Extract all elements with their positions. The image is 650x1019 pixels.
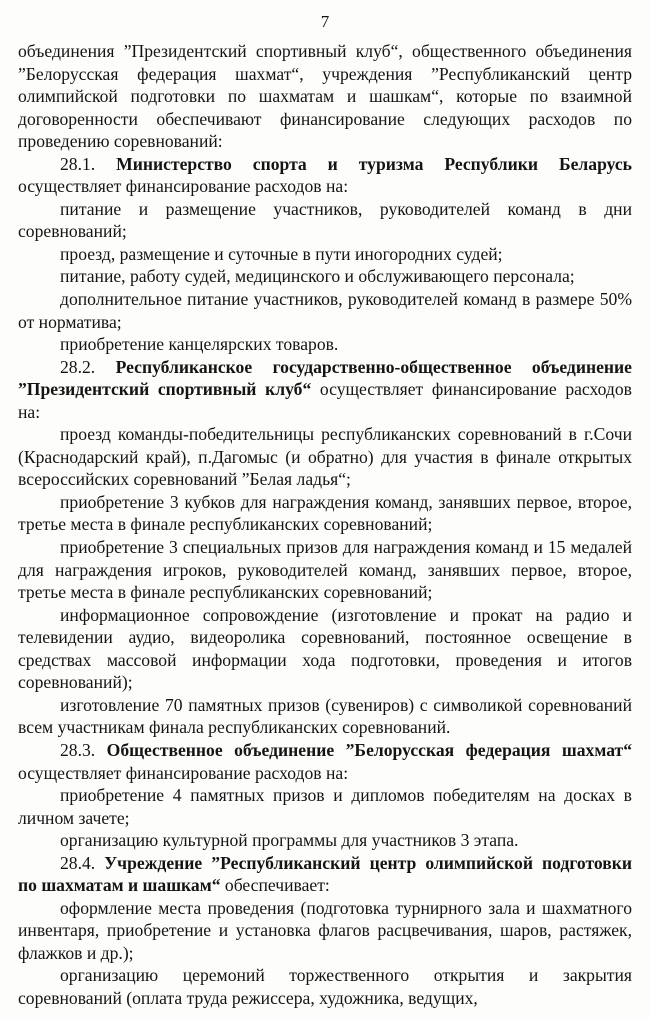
bold-text-run: Министерство спорта и туризма Республики Беларусь bbox=[116, 153, 632, 174]
text-run: приобретение канцелярских товаров. bbox=[60, 334, 339, 355]
text-run: приобретение 3 кубков для награждения команд, занявших первое, второе, третье места в финале республиканских соревнований; bbox=[18, 491, 632, 535]
text-run: осуществляет финансирование расходов на: bbox=[18, 176, 349, 197]
paragraph bbox=[18, 694, 632, 739]
paragraph bbox=[18, 333, 632, 356]
paragraph bbox=[18, 198, 632, 243]
text-run: питание, работу судей, медицинского и обслуживающего персонала; bbox=[60, 266, 575, 287]
text-run: осуществляет финансирование расходов на: bbox=[18, 762, 349, 783]
text-run: 28.2. bbox=[60, 356, 116, 377]
text-run: организацию культурной программы для участников 3 этапа. bbox=[60, 830, 519, 851]
paragraph bbox=[18, 897, 632, 965]
text-run: приобретение 4 памятных призов и дипломов победителям на досках в личном зачете; bbox=[18, 785, 632, 828]
paragraph bbox=[18, 265, 632, 288]
text-run: информационное сопровождение (изготовление и прокат на радио и телевидении аудио, видеоролика соревнований, постоянное освещение в средствах массовой информации хода подготовки, проведения и итогов соревнований); bbox=[18, 604, 632, 693]
text-run: 28.4. bbox=[60, 852, 105, 873]
paragraph bbox=[18, 604, 632, 694]
paragraph bbox=[18, 536, 632, 604]
text-run: объединения ”Президентский спортивный клуб“, общественного объединения ”Белорусская федерация шахмат“, учреждения ”Республиканский центр олимпийской подготовки по шахматам и шашкам“, которые по взаимной договоренности обеспечивают финансирование следующих расходов по проведению соревнований: bbox=[18, 41, 632, 152]
paragraph bbox=[18, 356, 632, 424]
paragraph bbox=[18, 491, 632, 536]
bold-text-run: Республиканское государственно-общественное объединение ”Президентский спортивный клуб“ bbox=[18, 356, 632, 400]
document-body bbox=[18, 40, 632, 1010]
paragraph bbox=[18, 739, 632, 784]
text-run: 28.1. bbox=[60, 153, 117, 174]
text-run: проезд команды-победительницы республиканских соревнований в г.Сочи (Краснодарский край), п.Дагомыс (и обратно) для участия в финале открытых всероссийских соревнований ”Белая ладья“; bbox=[18, 424, 632, 490]
paragraph bbox=[18, 40, 632, 153]
text-run: дополнительное питание участников, руководителей команд в размере 50% от норматива; bbox=[18, 289, 632, 332]
text-run: оформление места проведения (подготовка турнирного зала и шахматного инвентаря, приобретение и установка флагов расцвечивания, шаров, растяжек, флажков и др.); bbox=[18, 897, 632, 963]
text-run: 28.3. bbox=[60, 739, 107, 760]
paragraph bbox=[18, 153, 632, 198]
text-run: питание и размещение участников, руководителей команд в дни соревнований; bbox=[18, 198, 632, 242]
text-run: проезд, размещение и суточные в пути иногородних судей; bbox=[60, 243, 503, 264]
paragraph bbox=[18, 423, 632, 491]
paragraph bbox=[18, 243, 632, 266]
text-run: изготовление 70 памятных призов (сувениров) с символикой соревнований всем участникам финала республиканских соревнований. bbox=[18, 694, 632, 738]
text-run: организацию церемоний торжественного открытия и закрытия соревнований (оплата труда режиссера, художника, ведущих, bbox=[18, 965, 632, 1008]
paragraph bbox=[18, 964, 632, 1009]
page-number: 7 bbox=[320, 12, 330, 31]
paragraph bbox=[18, 288, 632, 333]
bold-text-run: Учреждение ”Республиканский центр олимпийской подготовки по шахматам и шашкам“ bbox=[18, 852, 632, 896]
paragraph bbox=[18, 829, 632, 852]
text-run: осуществляет финансирование расходов на: bbox=[18, 379, 632, 422]
bold-text-run: Общественное объединение ”Белорусская федерация шахмат“ bbox=[106, 739, 632, 760]
text-run: приобретение 3 специальных призов для награждения команд и 15 медалей для награждения игроков, руководителей команд, занявших первое, второе, третье места в финале республиканских соревнований; bbox=[18, 537, 632, 603]
paragraph bbox=[18, 852, 632, 897]
text-run: обеспечивает: bbox=[220, 875, 330, 896]
paragraph bbox=[18, 784, 632, 829]
